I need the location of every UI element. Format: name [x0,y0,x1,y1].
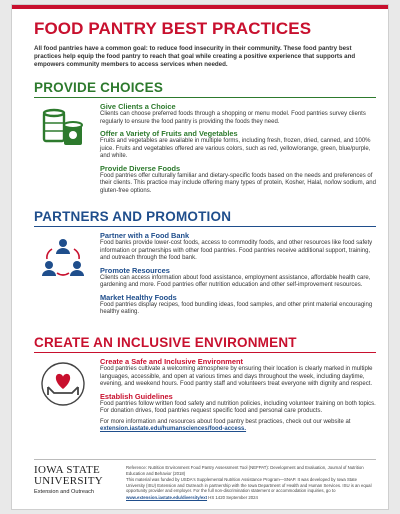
item-text: Food pantries offer culturally familiar and dietary-specific foods based on the needs and preferences of their clients. This practice may include offering many types of protein, Kosher, Halal, no/low sodium, and gluten-free options. [100,172,376,194]
isu-logo [34,465,118,495]
logo-line-3: Extension and Outreach [34,489,95,495]
more-info-label: For more information and resources about food pantry best practices, check out our website at [100,418,351,425]
item-title: Offer a Variety of Fruits and Vegetables [100,129,238,138]
item-text: Fruits and vegetables are available in multiple forms, including fresh, frozen, dried, canned, and 100% juice. Fruits and vegetables offered are various colors, such as red, yellow/orange, green, blue/purple, and white. [100,138,371,159]
intro-paragraph: All food pantries have a common goal: to reduce food insecurity in their community. These food pantry best practices help equip the food pantry to reach that goal while creating a positive experience that supports and empowers community members to access services when needed. [34,45,356,69]
page [11,4,389,510]
heart-in-hands-icon [40,361,86,407]
section-heading-partners-promotion: PARTNERS AND PROMOTION [34,209,232,224]
item-title: Market Healthy Foods [100,292,177,302]
item-title: Establish Guidelines [100,391,173,401]
top-accent-bar [12,5,388,9]
item-text: Food banks provide lower-cost foods, access to commodity foods, and other resources like food safety information or partnerships with other food pantries. Food pantries receive additional support, training, and outreach through the food bank. [100,240,373,261]
section-provide-choices [100,102,378,198]
canned-food-icon [40,105,86,151]
section-divider [34,226,376,227]
logo-line-2: UNIVERSITY [34,475,103,487]
section-divider [34,352,376,353]
item-title: Give Clients a Choice [100,102,176,111]
item-title: Partner with a Food Bank [100,231,190,240]
footer-url-line [126,495,376,501]
diversity-link[interactable]: www.extension.iastate.edu/diversity/ext [126,494,208,500]
item-text: Clients can choose preferred foods through a shopping or menu model. Food pantries survey clients regularly to ensure the food pantry is providing the foods they need. [100,111,366,125]
item-text: Clients can access information about food assistance, employment assistance, affordable health care, gardening and more. Food pantries offer nutrition education and other self-improvement resources. [100,274,371,288]
item-title: Create a Safe and Inclusive Environment [100,357,243,366]
page-title: FOOD PANTRY BEST PRACTICES [34,19,312,38]
reference-text: Reference: Nutrition Environment Food Pantry Assessment Tool (NEFPAT): Development and Evaluation, Journal of Nutrition Education and Behavior (2018) [126,465,364,476]
footer-divider [34,459,376,460]
item-title: Provide Diverse Foods [100,163,181,173]
footer [34,465,376,505]
item-text: Food pantries display recipes, food bundling ideas, food samples, and other print material encouraging healthy eating. [100,301,373,315]
publication-code: HS 1420 September 2024 [208,494,258,500]
section-divider [34,97,376,98]
section-partners-promotion [100,231,378,320]
funding-text: This material was funded by USDA's Supplemental Nutrition Assistance Program—SNAP. It was developed by Iowa State University (ISU) Extension and Outreach in partnership with the Iowa Department of Health and Human Services. ISU is an equal opportunity provider and employer. For the full non-discrimination statement or accommodation inquiries, go to [126,477,372,493]
resources-link[interactable]: extension.iastate.edu/humansciences/food-access. [100,426,247,432]
section-heading-inclusive-environment: CREATE AN INCLUSIVE ENVIRONMENT [34,335,297,350]
footer-notes [126,465,376,501]
item-title: Promote Resources [100,265,170,275]
more-info-text [100,419,378,434]
section-inclusive-environment [100,357,378,437]
item-text: Food pantries follow written food safety and nutrition policies, including volunteer training on both topics. For donation drives, food pantries request specific food and personal care products. [100,400,376,414]
logo-line-1: IOWA STATE [34,464,100,476]
section-heading-provide-choices: PROVIDE CHOICES [34,80,164,95]
people-cycle-icon [40,235,86,281]
item-text: Food pantries cultivate a welcoming atmosphere by ensuring their location is clearly marked in multiple languages, accessible, and open at various times and days throughout the week, including daytime, evening, and weekend hours. Food pantry staff and volunteers treat everyone with dignity and respect. [100,366,373,387]
